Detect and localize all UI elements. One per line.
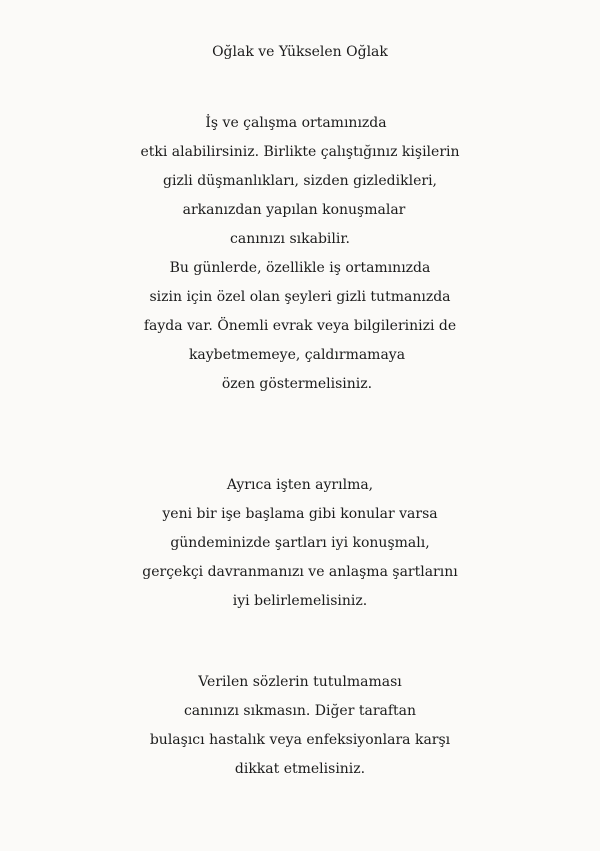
paragraph-2-line-5: iyi belirlemelisiniz. (232, 593, 368, 609)
document-title-block (0, 38, 600, 67)
paragraph-2-line-1: Ayrıca işten ayrılma, (226, 477, 374, 493)
paragraph-1-line-7: sizin için özel olan şeyleri gizli tutmanızda (149, 289, 451, 305)
paragraph-1-line-9: kaybetmemeye, çaldırmamaya (188, 347, 406, 363)
paragraph-1-line-4: arkanızdan yapılan konuşmalar (182, 202, 406, 218)
paragraph-3-line-2: canınızı sıkmasın. Diğer taraftan (183, 703, 417, 719)
paragraph-1-line-6: Bu günlerde, özellikle iş ortamınızda (169, 260, 431, 276)
paragraph-2 (0, 471, 600, 616)
paragraph-1-line-1: İş ve çalışma ortamınızda (205, 115, 387, 131)
paragraph-1-line-8: fayda var. Önemli evrak veya bilgilerinizi de (143, 318, 457, 334)
document-title: Oğlak ve Yükselen Oğlak (212, 44, 388, 60)
paragraph-2-line-2: yeni bir işe başlama gibi konular varsa (162, 506, 438, 522)
paragraph-1-line-2: etki alabilirsiniz. Birlikte çalıştığınız kişilerin (140, 144, 460, 160)
paragraph-1-line-5: canınızı sıkabilir. (230, 231, 350, 247)
paragraph-3-line-4: dikkat etmelisiniz. (234, 761, 366, 777)
paragraph-3-line-3: bulaşıcı hastalık veya enfeksiyonlara karşı (149, 732, 451, 748)
paragraph-3-line-1: Verilen sözlerin tutulmaması (198, 674, 402, 690)
paragraph-1-line-10: özen göstermelisiniz. (221, 376, 373, 392)
paragraph-1-line-3: gizli düşmanlıkları, sizden gizledikleri, (163, 173, 437, 189)
paragraph-3 (0, 668, 600, 784)
paragraph-2-line-3: gündeminizde şartları iyi konuşmalı, (170, 535, 430, 551)
paragraph-2-line-4: gerçekçi davranmanızı ve anlaşma şartlarını (142, 564, 458, 580)
paragraph-1 (0, 109, 600, 399)
